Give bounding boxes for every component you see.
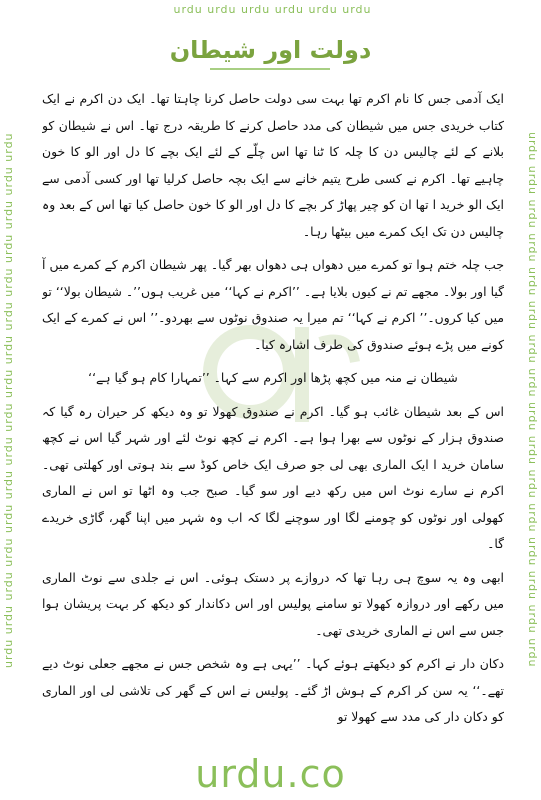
story-paragraph: ایک آدمی جس کا نام اکرم تھا بہت سی دولت حاصل کرنا چاہتا تھا۔ ایک دن اکرم نے ایک کتاب خریدی جس میں شیطان کی مدد حاصل کرنے کا طریقہ درج تھا۔ اس نے شیطان کو بلانے کے لئے چالیس دن کا چلہ کا ٹنا تھا اس چلّے کے لئے ایک بچے کا دل اور الو کا خون چاہیے تھا۔ اکرم نے کسی طرح یتیم خانے سے ایک بچہ حاصل کرلیا تھا اور کسی آدمی سے ایک الو خرید ا تھا ان کو چیر پھاڑ کر بچے کا دل اور الو کا خون حاصل کیا تھا اس کے بعد وہ چالیس دن تک ایک کمرے میں بیٹھا رہا۔ [42,91,504,239]
story-paragraph: اس کے بعد شیطان غائب ہو گیا۔ اکرم نے صندوق کھولا تو وہ دیکھ کر حیران رہ گیا کہ صندوق ہزار کے نوٹوں سے بھرا ہوا ہے۔ اکرم نے کچھ نوٹ لئے اور شہر گیا اس نے کچھ سامان خرید ا ایک الماری بھی لی جو صرف ایک خاص کوڈ سے بند ہوتی اور کھلتی تھی۔ اکرم نے سارے نوٹ اس میں رکھ دیے اور سو گیا۔ صبح جب وہ اٹھا تو اس نے الماری کھولی اور نوٹوں کو چومنے لگا اور سوچنے لگا کہ اب وہ شہر میں اپنا گھر، گاڑی خریدے گا۔ [42,403,504,551]
story-paragraph: جب چلہ ختم ہوا تو کمرے میں دھواں ہی دھواں بھر گیا۔ پھر شیطان اکرم کے کمرے میں آ گیا اور بولا۔ مجھے تم نے کیوں بلایا ہے۔ ’’اکرم نے کہا‘‘ میں غریب ہوں’’۔ شیطان بولا‘‘ تو میں کیا کروں۔’’ اکرم نے کہا‘‘ تم میرا یہ صندوق نوٹوں سے بھردو۔’’ اس نے کمرے کے ایک کونے میں پڑے ہوئے صندوق کی طرف اشارہ کیا۔ [42,257,504,352]
story-body [42,86,504,758]
story-title: دولت اور شیطان [169,36,372,64]
site-footer-logo[interactable]: urdu.co [195,752,346,796]
story-paragraph: ابھی وہ یہ سوچ ہی رہا تھا کہ دروازے پر دستک ہوئی۔ اس نے جلدی سے نوٹ الماری میں رکھے اور دروازہ کھولا تو سامنے پولیس اور اس دکاندار کو دیکھ کر بہت پریشان ہوا جس سے اس نے الماری خریدی تھی۔ [42,569,504,638]
story-paragraph: دکان دار نے اکرم کو دیکھتے ہوئے کہا۔ ’’یہی ہے وہ شخص جس نے مجھے جعلی نوٹ دیے تھے۔‘‘ یہ سن کر اکرم کے ہوش اڑ گئے۔ پولیس نے اس کے گھر کی تلاشی لی اور الماری کو دکان دار کی مدد سے کھولا تو [42,656,504,724]
left-border-pattern: urdu urdu urdu urdu urdu urdu urdu urdu urdu urdu urdu urdu urdu urdu urdu urdu [2,132,15,668]
right-border-pattern: urdu urdu urdu urdu urdu urdu urdu urdu urdu urdu urdu urdu urdu urdu urdu urdu [526,132,539,668]
title-underline-ornament [205,66,335,72]
top-border-pattern: urdu urdu urdu urdu urdu urdu [173,3,372,16]
story-paragraph: شیطان نے منہ میں کچھ پڑھا اور اکرم سے کہا۔ ’’تمہارا کام ہو گیا ہے‘‘ [88,370,458,385]
